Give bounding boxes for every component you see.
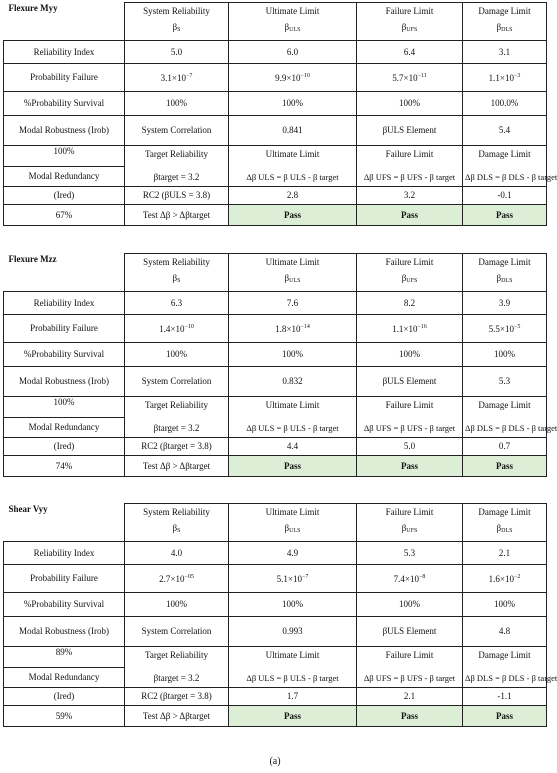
header-label: Failure Limit — [385, 257, 434, 267]
row-label: %Probability Survival — [4, 593, 125, 617]
limit-formula-cell — [463, 146, 557, 187]
system-correlation-value: 0.832 — [229, 367, 357, 397]
beta-symbol: β — [496, 273, 502, 283]
header-cell — [229, 3, 357, 41]
test-row — [4, 706, 547, 727]
mantissa: 7.4×10 — [393, 574, 419, 584]
reliability-table-block — [3, 503, 557, 727]
redundancy-value: 59% — [4, 706, 125, 727]
header-cell — [357, 504, 463, 542]
header-symbol — [127, 273, 226, 287]
system-correlation-label: System Correlation — [125, 617, 229, 647]
header-cell — [463, 504, 547, 542]
header-symbol — [127, 22, 226, 36]
reliability-value: 8.2 — [357, 292, 463, 315]
header-label: System Reliability — [143, 257, 210, 267]
exponent: −05 — [184, 574, 194, 580]
reliability-index-row — [4, 41, 547, 64]
row-label: Reliability Index — [4, 292, 125, 315]
rc2-label: RC2 (βULS = 3.8) — [125, 187, 229, 205]
probability-value — [463, 315, 547, 343]
delta-formula: Δβ UFS = β UFS - β target — [363, 673, 456, 683]
rc2-label: RC2 (βtarget = 3.8) — [125, 438, 229, 456]
pass-badge: Pass — [229, 456, 357, 477]
robustness-redundancy-cell — [4, 146, 125, 187]
header-symbol — [231, 22, 354, 36]
limit-title: Damage Limit — [478, 149, 531, 159]
pass-badge: Pass — [229, 205, 357, 226]
mantissa: 1.1×10 — [488, 73, 514, 83]
element-value: 5.3 — [463, 367, 547, 397]
figure-caption: (a) — [269, 756, 281, 767]
target-reliability-cell — [125, 146, 229, 187]
header-symbol — [231, 523, 354, 537]
header-cell — [357, 254, 463, 292]
beta-symbol: β — [284, 523, 290, 533]
redundancy-value: 67% — [4, 205, 125, 226]
reliability-value: 5.3 — [357, 542, 463, 565]
probability-value — [357, 64, 463, 92]
robustness-value: 100% — [53, 397, 75, 407]
target-label: Target Reliability — [145, 650, 208, 660]
beta-subscript: ULS — [289, 278, 301, 284]
rc2-row — [4, 187, 547, 205]
robustness-text: Modal Robustness — [18, 376, 86, 386]
limit-formula-cell — [463, 647, 557, 688]
robustness-text: Modal Robustness — [18, 125, 86, 135]
beta-symbol: β — [401, 22, 407, 32]
reliability-value: 2.1 — [463, 542, 547, 565]
beta-subscript: DLS — [501, 27, 513, 33]
beta-subscript: S — [177, 278, 181, 284]
target-label: Target Reliability — [145, 400, 208, 410]
reliability-table — [3, 253, 557, 477]
beta-symbol: β — [284, 273, 290, 283]
limit-title: Ultimate Limit — [265, 650, 320, 660]
rc2-value: 5.0 — [357, 438, 463, 456]
mantissa: 3.1×10 — [160, 73, 186, 83]
header-label: Ultimate Limit — [265, 257, 320, 267]
beta-symbol: β — [401, 523, 407, 533]
row-label: Reliability Index — [4, 542, 125, 565]
mantissa: 5.7×10 — [392, 73, 418, 83]
redundancy-value: 74% — [4, 456, 125, 477]
rc2-value: 1.7 — [229, 688, 357, 706]
header-row — [4, 504, 547, 542]
robustness-value: 89% — [55, 647, 73, 657]
test-label: Test Δβ > Δβtarget — [125, 706, 229, 727]
robustness-redundancy-cell — [4, 397, 125, 438]
beta-subscript: DLS — [501, 528, 513, 534]
test-row — [4, 456, 547, 477]
mantissa: 1.4×10 — [159, 324, 185, 334]
mantissa: 5.5×10 — [488, 324, 514, 334]
exponent: −10 — [184, 324, 194, 330]
survival-value: 100.0% — [463, 92, 547, 116]
reliability-table — [3, 2, 557, 226]
probability-value — [463, 565, 547, 593]
rc2-label: RC2 (βtarget = 3.8) — [125, 688, 229, 706]
redundancy-symbol: (Ired) — [4, 688, 125, 706]
row-label: %Probability Survival — [4, 343, 125, 367]
beta-subscript: S — [177, 528, 181, 534]
probability-survival-row — [4, 593, 547, 617]
element-value: 5.4 — [463, 116, 547, 146]
test-label: Test Δβ > Δβtarget — [125, 205, 229, 226]
probability-value — [463, 64, 547, 92]
beta-subscript: DLS — [501, 278, 513, 284]
target-reliability-cell — [125, 647, 229, 688]
limit-title: Failure Limit — [385, 650, 434, 660]
probability-value — [229, 315, 357, 343]
system-correlation-value: 0.841 — [229, 116, 357, 146]
rc2-row — [4, 688, 547, 706]
rc2-value: -0.1 — [463, 187, 547, 205]
row-label: Reliability Index — [4, 41, 125, 64]
reliability-index-row — [4, 292, 547, 315]
redundancy-symbol: (Ired) — [4, 187, 125, 205]
survival-value: 100% — [357, 92, 463, 116]
system-correlation-label: System Correlation — [125, 367, 229, 397]
pass-badge: Pass — [357, 456, 463, 477]
limit-formula-cell — [357, 146, 463, 187]
robustness-label — [4, 116, 125, 146]
rc2-value: 4.4 — [229, 438, 357, 456]
table-title: Flexure Mzz — [4, 254, 125, 292]
limit-formula-cell — [357, 647, 463, 688]
system-correlation-label: System Correlation — [125, 116, 229, 146]
beta-symbol: β — [401, 273, 407, 283]
reliability-table-block — [3, 2, 557, 226]
survival-value: 100% — [125, 343, 229, 367]
survival-value: 100% — [229, 593, 357, 617]
header-cell — [357, 3, 463, 41]
exponent: −14 — [300, 324, 310, 330]
reliability-value: 3.9 — [463, 292, 547, 315]
header-label: System Reliability — [143, 6, 210, 16]
robustness-text: Modal Robustness — [18, 626, 86, 636]
robustness-symbol: (Irob) — [88, 626, 109, 636]
robustness-redundancy-cell — [4, 647, 125, 688]
mantissa: 9.9×10 — [275, 73, 301, 83]
test-row — [4, 205, 547, 226]
header-cell — [463, 3, 547, 41]
delta-formula: Δβ DLS = β DLS - β target — [465, 423, 557, 433]
reliability-value: 4.9 — [229, 542, 357, 565]
limit-title: Damage Limit — [478, 400, 531, 410]
beta-symbol: β — [172, 523, 178, 533]
robustness-value: 100% — [53, 146, 75, 156]
probability-value — [125, 565, 229, 593]
limit-title: Ultimate Limit — [265, 400, 320, 410]
mantissa: 5.1×10 — [276, 574, 302, 584]
redundancy-label: Modal Redundancy — [28, 170, 100, 181]
delta-formula: Δβ ULS = β ULS - β target — [246, 673, 339, 683]
exponent: −16 — [417, 324, 427, 330]
probability-value — [125, 64, 229, 92]
delta-formula: Δβ ULS = β ULS - β target — [246, 423, 339, 433]
limit-title: Failure Limit — [385, 400, 434, 410]
reliability-table-block — [3, 253, 557, 477]
header-symbol — [127, 523, 226, 537]
beta-symbol: β — [172, 22, 178, 32]
survival-value: 100% — [463, 343, 547, 367]
mantissa: 1.6×10 — [488, 574, 514, 584]
beta-subscript: ULS — [289, 27, 301, 33]
modal-robustness-row — [4, 617, 547, 647]
rc2-value: 3.2 — [357, 187, 463, 205]
header-symbol — [359, 22, 460, 36]
beta-subscript: UFS — [406, 27, 418, 33]
system-correlation-value: 0.993 — [229, 617, 357, 647]
survival-value: 100% — [463, 593, 547, 617]
target-reliability-row — [4, 146, 547, 187]
robustness-label — [4, 367, 125, 397]
header-label: Damage Limit — [478, 257, 531, 267]
reliability-value: 5.0 — [125, 41, 229, 64]
pass-badge: Pass — [463, 205, 547, 226]
row-label: %Probability Survival — [4, 92, 125, 116]
header-symbol — [359, 273, 460, 287]
row-label: Probability Failure — [4, 315, 125, 343]
target-value: βtarget = 3.2 — [153, 673, 200, 683]
exponent: −5 — [513, 324, 521, 330]
element-label: βULS Element — [357, 617, 463, 647]
exponent: −7 — [185, 73, 193, 79]
header-symbol — [359, 523, 460, 537]
row-label: Probability Failure — [4, 64, 125, 92]
header-cell — [125, 254, 229, 292]
probability-value — [229, 64, 357, 92]
rc2-row — [4, 438, 547, 456]
reliability-index-row — [4, 542, 547, 565]
header-cell — [125, 504, 229, 542]
modal-robustness-row — [4, 367, 547, 397]
probability-value — [357, 315, 463, 343]
target-reliability-row — [4, 647, 547, 688]
header-row — [4, 254, 547, 292]
redundancy-label: Modal Redundancy — [28, 671, 100, 682]
limit-title: Damage Limit — [478, 650, 531, 660]
pass-badge: Pass — [463, 456, 547, 477]
limit-formula-cell — [357, 397, 463, 438]
mantissa: 2.7×10 — [159, 574, 185, 584]
limit-formula-cell — [229, 647, 357, 688]
reliability-value: 6.4 — [357, 41, 463, 64]
delta-formula: Δβ UFS = β UFS - β target — [363, 423, 456, 433]
target-reliability-cell — [125, 397, 229, 438]
survival-value: 100% — [125, 593, 229, 617]
reliability-value: 4.0 — [125, 542, 229, 565]
header-cell — [463, 254, 547, 292]
pass-badge: Pass — [357, 205, 463, 226]
probability-failure-row — [4, 64, 547, 92]
test-label: Test Δβ > Δβtarget — [125, 456, 229, 477]
header-row — [4, 3, 547, 41]
modal-robustness-row — [4, 116, 547, 146]
probability-value — [125, 315, 229, 343]
header-label: Ultimate Limit — [265, 507, 320, 517]
pass-badge: Pass — [357, 706, 463, 727]
reliability-value: 6.3 — [125, 292, 229, 315]
rc2-value: 2.1 — [357, 688, 463, 706]
probability-value — [357, 565, 463, 593]
beta-subscript: ULS — [289, 528, 301, 534]
pass-badge: Pass — [229, 706, 357, 727]
rc2-value: 0.7 — [463, 438, 547, 456]
beta-subscript: UFS — [406, 278, 418, 284]
probability-value — [229, 565, 357, 593]
beta-symbol: β — [496, 22, 502, 32]
limit-title: Failure Limit — [385, 149, 434, 159]
row-label: Probability Failure — [4, 565, 125, 593]
header-label: System Reliability — [143, 507, 210, 517]
delta-formula: Δβ DLS = β DLS - β target — [465, 673, 557, 683]
table-title: Shear Vyy — [4, 504, 125, 542]
robustness-symbol: (Irob) — [88, 125, 109, 135]
reliability-value: 7.6 — [229, 292, 357, 315]
redundancy-symbol: (Ired) — [4, 438, 125, 456]
header-label: Failure Limit — [385, 507, 434, 517]
pass-badge: Pass — [463, 706, 547, 727]
header-label: Damage Limit — [478, 6, 531, 16]
element-label: βULS Element — [357, 116, 463, 146]
exponent: −11 — [417, 73, 427, 79]
robustness-symbol: (Irob) — [88, 376, 109, 386]
exponent: −3 — [513, 73, 521, 79]
delta-formula: Δβ DLS = β DLS - β target — [465, 172, 557, 182]
beta-subscript: UFS — [406, 528, 418, 534]
element-label: βULS Element — [357, 367, 463, 397]
table-title: Flexure Myy — [4, 3, 125, 41]
beta-symbol: β — [496, 523, 502, 533]
header-symbol — [465, 273, 544, 287]
mantissa: 1.8×10 — [275, 324, 301, 334]
survival-value: 100% — [357, 343, 463, 367]
limit-formula-cell — [229, 146, 357, 187]
header-label: Ultimate Limit — [265, 6, 320, 16]
header-symbol — [465, 523, 544, 537]
target-reliability-row — [4, 397, 547, 438]
exponent: −10 — [300, 73, 310, 79]
header-label: Failure Limit — [385, 6, 434, 16]
probability-failure-row — [4, 565, 547, 593]
header-cell — [229, 254, 357, 292]
robustness-label — [4, 617, 125, 647]
target-label: Target Reliability — [145, 149, 208, 159]
probability-failure-row — [4, 315, 547, 343]
limit-formula-cell — [463, 397, 557, 438]
rc2-value: -1.1 — [463, 688, 547, 706]
beta-subscript: S — [177, 27, 181, 33]
limit-title: Ultimate Limit — [265, 149, 320, 159]
element-value: 4.8 — [463, 617, 547, 647]
header-cell — [229, 504, 357, 542]
survival-value: 100% — [229, 92, 357, 116]
reliability-value: 3.1 — [463, 41, 547, 64]
exponent: −2 — [513, 574, 521, 580]
rc2-value: 2.8 — [229, 187, 357, 205]
header-symbol — [231, 273, 354, 287]
header-cell — [125, 3, 229, 41]
mantissa: 1.1×10 — [392, 324, 418, 334]
exponent: −8 — [418, 574, 426, 580]
exponent: −7 — [301, 574, 309, 580]
target-value: βtarget = 3.2 — [153, 172, 200, 182]
survival-value: 100% — [125, 92, 229, 116]
header-label: Damage Limit — [478, 507, 531, 517]
reliability-table — [3, 503, 557, 727]
redundancy-label: Modal Redundancy — [28, 421, 100, 432]
delta-formula: Δβ UFS = β UFS - β target — [363, 172, 456, 182]
delta-formula: Δβ ULS = β ULS - β target — [246, 172, 339, 182]
probability-survival-row — [4, 92, 547, 116]
header-symbol — [465, 22, 544, 36]
beta-symbol: β — [172, 273, 178, 283]
beta-symbol: β — [284, 22, 290, 32]
target-value: βtarget = 3.2 — [153, 423, 200, 433]
probability-survival-row — [4, 343, 547, 367]
reliability-value: 6.0 — [229, 41, 357, 64]
survival-value: 100% — [229, 343, 357, 367]
survival-value: 100% — [357, 593, 463, 617]
limit-formula-cell — [229, 397, 357, 438]
